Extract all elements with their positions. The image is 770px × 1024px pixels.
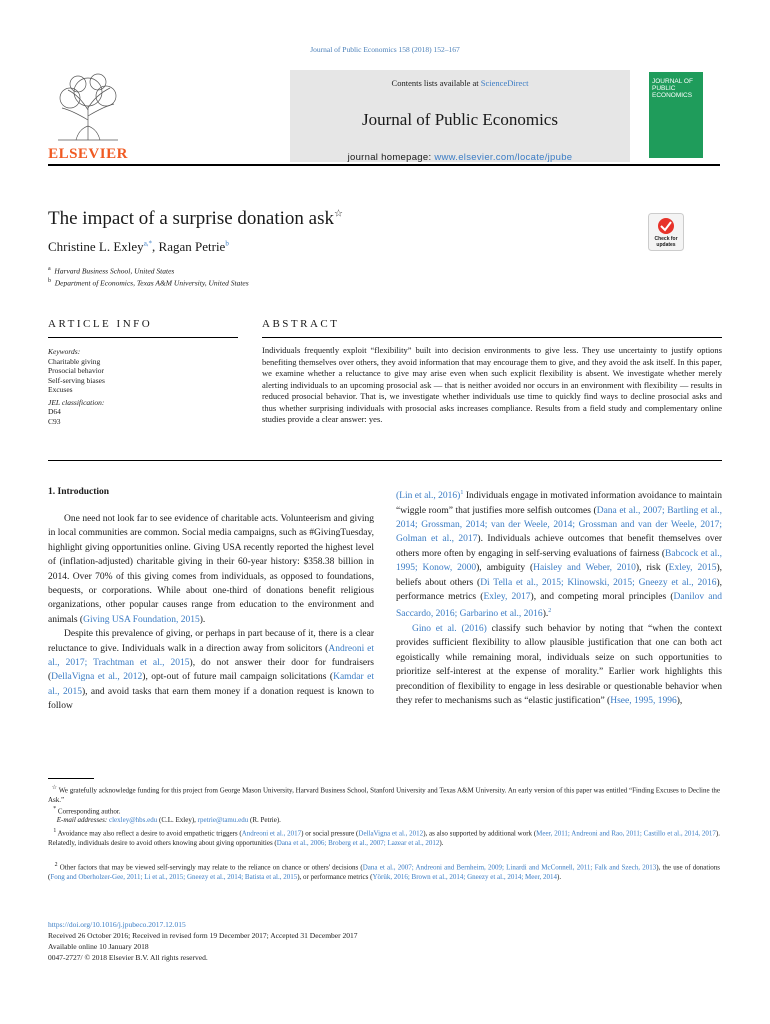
keywords-block (48, 347, 228, 426)
citation-link[interactable]: Exley, 2017 (483, 592, 531, 602)
text: ), or performance metrics ( (297, 873, 373, 882)
intro-paragraph-2 (48, 627, 374, 713)
intro-paragraph-1 (48, 512, 374, 627)
abstract-rule (262, 337, 722, 338)
text: ). (439, 839, 444, 848)
footnote-emails (48, 815, 720, 825)
abstract-heading: ABSTRACT (262, 318, 340, 330)
affiliation-a-text: Harvard Business School, United States (54, 266, 175, 276)
author-exley[interactable]: Christine L. Exley (48, 239, 144, 254)
abstract-text: Individuals frequently exploit “flexibility” built into decision environments to give less. They use uncertainty to justify options benefiting themselves over others, they avoid information that may encourage them to give, and they avoid the ask itself. In this paper, we examine whether a reluctance to give may arise even when such explicit flexibility is absent. We investigate whether merely alerting individuals to an upcoming prosocial ask — that is neither avoided nor occurs in an environment with flexibility — results in reduced prosocial behavior. That is, we investigate whether individuals use time to quickly find ways to decline prosocial asks and thus whether surprising individuals with prosocial asks increases compliance. Results from a field study and complementary online studies provide a clear answer: yes. (262, 345, 722, 424)
footnote-mark: * (53, 806, 57, 812)
keyword: Prosocial behavior (48, 366, 105, 375)
article-title-text: The impact of a surprise donation ask (48, 208, 334, 229)
text: Individuals engage in motivated information avoidance to maintain “wiggle room” that justifies more selfish outcomes ( (396, 491, 723, 516)
footnote-rule (48, 778, 94, 779)
journal-cover-title: JOURNAL OF PUBLIC ECONOMICS (652, 78, 693, 99)
footnote-mark: 2 (54, 862, 58, 868)
article-info-heading: ARTICLE INFO (48, 318, 153, 330)
text: ), opt-out of future mail campaign solicitations ( (142, 672, 334, 683)
sciencedirect-link[interactable]: ScienceDirect (480, 78, 529, 88)
citation-link[interactable]: Kamdar et al., 2015 (48, 672, 375, 697)
text: Other factors that may be viewed self-servingly may relate to the reliance on chance or others' decisions ( (59, 863, 363, 872)
citation-link[interactable]: Danilov and Saccardo, 2016; Garbarino et al., 2016 (396, 592, 723, 620)
text: ). (199, 614, 206, 625)
contents-line (290, 78, 630, 88)
homepage-prefix: journal homepage: (347, 152, 435, 163)
text: ). (557, 873, 562, 882)
jel-code: D64 (48, 407, 61, 416)
text: We gratefully acknowledge funding for this project from George Mason University, Harvard Business School, Stanford University and Texas A&M University. An early version of this paper was entitled “Finding Excuses to Decline the Ask.” (48, 786, 720, 805)
article-title (48, 208, 343, 230)
jel-label: JEL classification: (48, 397, 105, 407)
footnote-mark: 1 (53, 828, 57, 834)
keyword: Excuses (48, 385, 73, 394)
author-petrie-affil[interactable]: b (225, 239, 229, 248)
affiliation-b (48, 278, 249, 288)
text: Despite this prevalence of giving, or perhaps in part because of it, there is a clear reluctance to give. Individuals walk in a direction away from solicitors ( (48, 629, 374, 654)
text: ), ambiguity ( (476, 563, 534, 574)
citation-link[interactable]: Exley, 2015 (668, 563, 717, 574)
citation-link[interactable]: Yörük, 2016; Brown et al., 2014; Gneezy et al., 2014; Meer, 2014 (372, 873, 558, 882)
citation-link[interactable]: Gino et al. (2016) (412, 623, 487, 634)
article-info-rule (48, 337, 238, 338)
text: ), and competing moral principles ( (530, 592, 674, 602)
text: ). (542, 609, 549, 620)
publisher-name: ELSEVIER (48, 146, 128, 162)
jel-code: C93 (48, 416, 61, 426)
text: ), beliefs about others ( (396, 563, 722, 588)
text: ). Relatedly, individuals desire to avoid others knowing about giving opportunities ( (48, 829, 720, 848)
citation-link[interactable]: Giving USA Foundation, 2015 (83, 614, 200, 625)
text: (R. Petrie). (248, 816, 281, 824)
title-footnote-mark[interactable]: ☆ (333, 208, 343, 220)
intro-paragraph-3 (396, 486, 722, 622)
citation-link[interactable]: Hsee, 1995, 1996 (610, 696, 677, 706)
journal-reference[interactable]: Journal of Public Economics 158 (2018) 152–167 (310, 45, 460, 54)
author-separator: , (152, 239, 159, 254)
text: ) or social pressure ( (301, 829, 359, 838)
email-link[interactable]: clexley@hbs.edu (108, 816, 158, 824)
citation-link[interactable]: DellaVigna et al., 2012 (51, 672, 143, 683)
intro-right-column (396, 486, 722, 708)
citation-link[interactable]: Babcock et al., 1995; Konow, 2000 (396, 548, 722, 574)
footnote-star (48, 783, 720, 805)
citation-link[interactable]: Dana et al., 2006; Broberg et al., 2007; Lazear et al., 2012 (276, 839, 440, 848)
available-online: Available online 10 January 2018 (48, 942, 149, 951)
text: ), the use of donations ( (48, 863, 721, 882)
affiliation-a-mark: a (48, 266, 51, 272)
text: ), (676, 696, 683, 706)
section-heading-introduction: 1. Introduction (48, 487, 110, 497)
citation-link[interactable]: Meer, 2011; Andreoni and Rao, 2011; Castillo et al., 2014, 2017 (536, 829, 716, 838)
homepage-link[interactable]: www.elsevier.com/locate/jpube (434, 152, 573, 163)
contents-prefix: Contents lists available at (391, 78, 481, 88)
text: ), and avoid tasks that earn them money if a donation request is known to follow (48, 686, 375, 712)
citation-link[interactable]: DellaVigna et al., 2012 (358, 829, 424, 838)
citation-link[interactable]: Haisley and Weber, 2010 (533, 563, 636, 574)
check-for-updates-badge[interactable] (648, 213, 684, 251)
citation-link[interactable]: Fong and Oberholzer-Gee, 2011; Li et al., 2015; Gneezy et al., 2014; Batista et al., 2015 (50, 873, 298, 882)
keyword: Charitable giving (48, 356, 101, 366)
text: ), do not answer their door for fundraisers ( (48, 658, 374, 683)
text: Corresponding author. (57, 807, 121, 816)
header-rule (48, 164, 720, 166)
text: ). Individuals achieve outcomes that benefit themselves over others more often by engaging in self-serving evaluations of fairness ( (396, 534, 722, 559)
keywords-label: Keywords: (48, 347, 81, 356)
text: classify such behavior by noting that “when the context provides sufficient flexibility to allow plausible justification that one can both act egoistically while remaining moral, individuals seize on such opportunities to prioritize self-interest at the expense of morality.” Earlier work highlights this precondition of flexibility to engage in less desirable or questionable behavior when they refer to mechanisms such as “elastic justification” ( (396, 623, 722, 706)
intro-left-column (48, 512, 374, 714)
footnote-1 (48, 826, 720, 848)
text: ), risk ( (635, 563, 669, 574)
text: Avoidance may also reflect a desire to avoid empathetic triggers ( (57, 829, 242, 838)
copyright: 0047-2727/ © 2018 Elsevier B.V. All rights reserved. (48, 953, 208, 962)
keyword: Self-serving biases (48, 375, 105, 385)
text: ), as also supported by additional work ( (423, 829, 537, 838)
citation-link[interactable]: Dana et al., 2007; Andreoni and Bernheim, 2009; Linardi and McConnell, 2011; Falk and Szech, 2013 (362, 863, 657, 872)
journal-homepage (250, 152, 670, 163)
citation-link[interactable]: Andreoni et al., 2017 (241, 829, 302, 838)
text: ), performance metrics ( (396, 577, 722, 602)
author-list (48, 239, 229, 255)
author-exley-affil[interactable]: a,* (143, 239, 153, 248)
text: (C.L. Exley), (157, 816, 198, 824)
doi-link[interactable]: https://doi.org/10.1016/j.jpubeco.2017.12.015 (48, 920, 186, 929)
abstract-bottom-rule (48, 460, 722, 461)
check-updates-label: Check for updates (654, 236, 678, 248)
citation-link[interactable]: Di Tella et al., 2015; Klinowski, 2015; Gneezy et al., 2016 (480, 577, 717, 588)
intro-paragraph-4 (396, 622, 722, 708)
author-petrie[interactable]: Ragan Petrie (158, 239, 226, 254)
affiliation-b-text: Department of Economics, Texas A&M University, United States (54, 278, 249, 288)
email-link[interactable]: rpetrie@tamu.edu (197, 816, 249, 824)
citation-link[interactable]: Dana et al., 2007; Bartling et al., 2014; Grossman, 2014; van der Weele, 2014; Grossman and van der Weele, 2017; Golman et al., 2017 (396, 505, 722, 545)
citation-link[interactable]: Andreoni et al., 2017; Trachtman et al., 2015 (48, 643, 374, 669)
footnote-mark: ☆ (51, 785, 57, 791)
email-label: E-mail addresses: (56, 816, 108, 824)
footnote-link[interactable]: 1 (460, 490, 464, 496)
footnote-2 (48, 860, 720, 882)
affiliation-a (48, 266, 174, 276)
received-dates: Received 26 October 2016; Received in revised form 19 December 2017; Accepted 31 December 2017 (48, 931, 358, 940)
text: One need not look far to see evidence of charitable acts. Volunteerism and giving in local communities are common. Social media campaigns, such as #GivingTuesday, highlight giving opportunities online. Giving USA recently reported the highest level of (inflation-adjusted) charitable giving in their 60-year history: $358.38 billion in 2014. Over 70% of this giving comes from individuals, as opposed to foundations, bequests, or corporations. While about one-third of donations benefit religious organizations, other popular causes range from education to the environment and animals ( (48, 514, 374, 625)
affiliation-b-mark: b (48, 278, 51, 284)
citation-link[interactable]: (Lin et al., 2016) (396, 491, 461, 502)
footnote-link[interactable]: 2 (548, 608, 552, 615)
journal-title: Journal of Public Economics (362, 110, 558, 129)
